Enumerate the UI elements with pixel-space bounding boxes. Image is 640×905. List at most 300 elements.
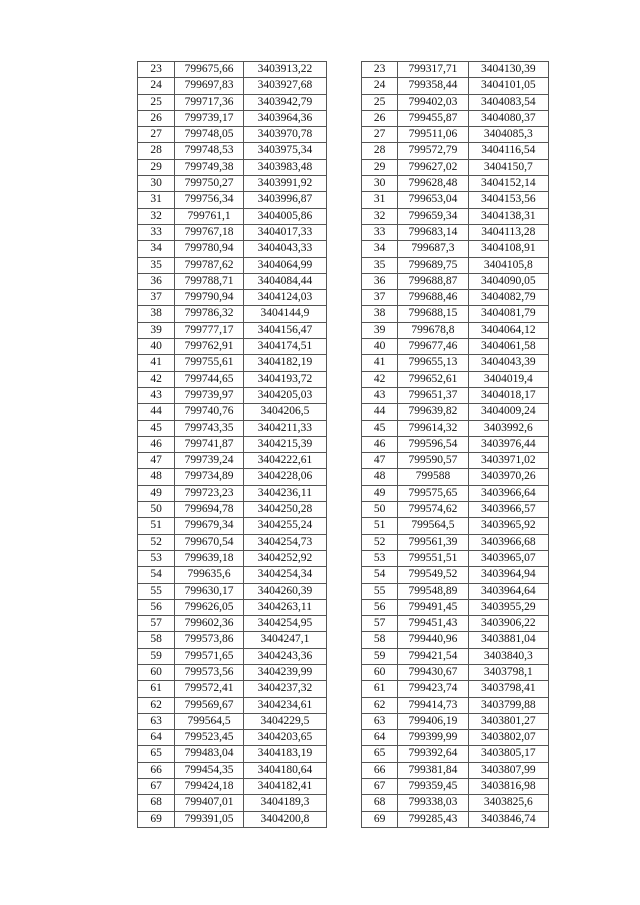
- y-coordinate-cell: 3404180,64: [243, 762, 326, 778]
- x-coordinate-cell: 799402,03: [398, 94, 468, 110]
- x-coordinate-cell: 799575,65: [398, 485, 468, 501]
- table-row: [138, 453, 327, 469]
- y-coordinate-cell: 3404182,19: [243, 355, 326, 371]
- x-coordinate-cell: 799626,05: [175, 599, 243, 615]
- y-coordinate-cell: 3404083,54: [468, 94, 548, 110]
- y-coordinate-cell: 3403996,87: [243, 192, 326, 208]
- x-coordinate-cell: 799285,43: [398, 811, 468, 827]
- x-coordinate-cell: 799788,71: [175, 273, 243, 289]
- point-number-cell: 25: [362, 94, 398, 110]
- table-row: [362, 355, 549, 371]
- table-row: [138, 322, 327, 338]
- table-row: [138, 436, 327, 452]
- table-row: [138, 371, 327, 387]
- table-row: [138, 127, 327, 143]
- coordinates-table-left: [137, 61, 327, 828]
- y-coordinate-cell: 3403927,68: [243, 78, 326, 94]
- x-coordinate-cell: 799569,67: [175, 697, 243, 713]
- table-row: [138, 485, 327, 501]
- table-row: [362, 143, 549, 159]
- point-number-cell: 46: [138, 436, 175, 452]
- table-row: [362, 730, 549, 746]
- y-coordinate-cell: 3403966,64: [468, 485, 548, 501]
- table-row: [138, 94, 327, 110]
- point-number-cell: 43: [138, 387, 175, 403]
- y-coordinate-cell: 3404009,24: [468, 404, 548, 420]
- y-coordinate-cell: 3403807,99: [468, 762, 548, 778]
- x-coordinate-cell: 799548,89: [398, 583, 468, 599]
- y-coordinate-cell: 3404228,06: [243, 469, 326, 485]
- point-number-cell: 24: [362, 78, 398, 94]
- y-coordinate-cell: 3404064,12: [468, 322, 548, 338]
- y-coordinate-cell: 3404254,73: [243, 534, 326, 550]
- y-coordinate-cell: 3403816,98: [468, 779, 548, 795]
- table-row: [362, 176, 549, 192]
- y-coordinate-cell: 3403991,92: [243, 176, 326, 192]
- y-coordinate-cell: 3403965,07: [468, 550, 548, 566]
- point-number-cell: 23: [138, 62, 175, 78]
- x-coordinate-cell: 799338,03: [398, 795, 468, 811]
- table-row: [362, 306, 549, 322]
- y-coordinate-cell: 3403971,02: [468, 453, 548, 469]
- y-coordinate-cell: 3404234,61: [243, 697, 326, 713]
- point-number-cell: 60: [362, 664, 398, 680]
- x-coordinate-cell: 799679,34: [175, 518, 243, 534]
- y-coordinate-cell: 3404152,14: [468, 176, 548, 192]
- y-coordinate-cell: 3404205,03: [243, 387, 326, 403]
- x-coordinate-cell: 799564,5: [398, 518, 468, 534]
- x-coordinate-cell: 799697,83: [175, 78, 243, 94]
- y-coordinate-cell: 3404153,56: [468, 192, 548, 208]
- point-number-cell: 29: [138, 159, 175, 175]
- x-coordinate-cell: 799483,04: [175, 746, 243, 762]
- point-number-cell: 60: [138, 664, 175, 680]
- point-number-cell: 50: [362, 502, 398, 518]
- x-coordinate-cell: 799523,45: [175, 730, 243, 746]
- table-row: [138, 713, 327, 729]
- x-coordinate-cell: 799688,46: [398, 290, 468, 306]
- point-number-cell: 52: [362, 534, 398, 550]
- y-coordinate-cell: 3404200,8: [243, 811, 326, 827]
- table-row: [362, 534, 549, 550]
- point-number-cell: 30: [138, 176, 175, 192]
- y-coordinate-cell: 3403964,94: [468, 567, 548, 583]
- y-coordinate-cell: 3404080,37: [468, 110, 548, 126]
- point-number-cell: 36: [138, 273, 175, 289]
- table-row: [362, 436, 549, 452]
- point-number-cell: 65: [362, 746, 398, 762]
- point-number-cell: 67: [362, 779, 398, 795]
- x-coordinate-cell: 799688,15: [398, 306, 468, 322]
- x-coordinate-cell: 799596,54: [398, 436, 468, 452]
- table-row: [138, 224, 327, 240]
- table-row: [362, 208, 549, 224]
- x-coordinate-cell: 799756,34: [175, 192, 243, 208]
- point-number-cell: 57: [362, 616, 398, 632]
- point-number-cell: 25: [138, 94, 175, 110]
- table-row: [362, 746, 549, 762]
- point-number-cell: 23: [362, 62, 398, 78]
- y-coordinate-cell: 3404061,58: [468, 339, 548, 355]
- table-row: [138, 518, 327, 534]
- x-coordinate-cell: 799750,27: [175, 176, 243, 192]
- table-row: [138, 176, 327, 192]
- table-row: [138, 550, 327, 566]
- table-row: [138, 387, 327, 403]
- x-coordinate-cell: 799573,86: [175, 632, 243, 648]
- table-row: [362, 616, 549, 632]
- y-coordinate-cell: 3404144,9: [243, 306, 326, 322]
- x-coordinate-cell: 799359,45: [398, 779, 468, 795]
- x-coordinate-cell: 799572,79: [398, 143, 468, 159]
- point-number-cell: 24: [138, 78, 175, 94]
- x-coordinate-cell: 799741,87: [175, 436, 243, 452]
- x-coordinate-cell: 799399,99: [398, 730, 468, 746]
- x-coordinate-cell: 799659,34: [398, 208, 468, 224]
- point-number-cell: 35: [138, 257, 175, 273]
- x-coordinate-cell: 799491,45: [398, 599, 468, 615]
- point-number-cell: 63: [362, 713, 398, 729]
- table-row: [138, 632, 327, 648]
- table-row: [138, 290, 327, 306]
- point-number-cell: 30: [362, 176, 398, 192]
- x-coordinate-cell: 799639,82: [398, 404, 468, 420]
- table-row: [362, 62, 549, 78]
- x-coordinate-cell: 799740,76: [175, 404, 243, 420]
- x-coordinate-cell: 799590,57: [398, 453, 468, 469]
- point-number-cell: 42: [362, 371, 398, 387]
- point-number-cell: 27: [362, 127, 398, 143]
- y-coordinate-cell: 3404082,79: [468, 290, 548, 306]
- y-coordinate-cell: 3403942,79: [243, 94, 326, 110]
- point-number-cell: 51: [362, 518, 398, 534]
- x-coordinate-cell: 799683,14: [398, 224, 468, 240]
- point-number-cell: 61: [362, 681, 398, 697]
- y-coordinate-cell: 3404243,36: [243, 648, 326, 664]
- table-row: [138, 730, 327, 746]
- table-row: [138, 62, 327, 78]
- point-number-cell: 31: [362, 192, 398, 208]
- x-coordinate-cell: 799678,8: [398, 322, 468, 338]
- x-coordinate-cell: 799688,87: [398, 273, 468, 289]
- y-coordinate-cell: 3404206,5: [243, 404, 326, 420]
- x-coordinate-cell: 799739,17: [175, 110, 243, 126]
- table-row: [362, 567, 549, 583]
- point-number-cell: 33: [138, 224, 175, 240]
- y-coordinate-cell: 3404150,7: [468, 159, 548, 175]
- table-row: [362, 273, 549, 289]
- table-row: [362, 697, 549, 713]
- table-row: [138, 534, 327, 550]
- table-row: [138, 420, 327, 436]
- y-coordinate-cell: 3404085,3: [468, 127, 548, 143]
- table-row: [138, 795, 327, 811]
- y-coordinate-cell: 3404064,99: [243, 257, 326, 273]
- point-number-cell: 69: [138, 811, 175, 827]
- x-coordinate-cell: 799761,1: [175, 208, 243, 224]
- point-number-cell: 53: [138, 550, 175, 566]
- table-row: [362, 469, 549, 485]
- point-number-cell: 43: [362, 387, 398, 403]
- table-row: [362, 811, 549, 827]
- table-row: [362, 518, 549, 534]
- y-coordinate-cell: 3404236,11: [243, 485, 326, 501]
- point-number-cell: 39: [138, 322, 175, 338]
- x-coordinate-cell: 799564,5: [175, 713, 243, 729]
- y-coordinate-cell: 3403966,68: [468, 534, 548, 550]
- point-number-cell: 44: [138, 404, 175, 420]
- point-number-cell: 42: [138, 371, 175, 387]
- x-coordinate-cell: 799734,89: [175, 469, 243, 485]
- point-number-cell: 48: [138, 469, 175, 485]
- point-number-cell: 39: [362, 322, 398, 338]
- point-number-cell: 38: [138, 306, 175, 322]
- y-coordinate-cell: 3404239,99: [243, 664, 326, 680]
- y-coordinate-cell: 3404018,17: [468, 387, 548, 403]
- table-row: [362, 795, 549, 811]
- point-number-cell: 51: [138, 518, 175, 534]
- table-row: [138, 648, 327, 664]
- y-coordinate-cell: 3403976,44: [468, 436, 548, 452]
- y-coordinate-cell: 3404255,24: [243, 518, 326, 534]
- x-coordinate-cell: 799739,97: [175, 387, 243, 403]
- y-coordinate-cell: 3404182,41: [243, 779, 326, 795]
- x-coordinate-cell: 799573,56: [175, 664, 243, 680]
- point-number-cell: 49: [362, 485, 398, 501]
- y-coordinate-cell: 3404156,47: [243, 322, 326, 338]
- table-row: [362, 713, 549, 729]
- point-number-cell: 58: [362, 632, 398, 648]
- y-coordinate-cell: 3404222,61: [243, 453, 326, 469]
- point-number-cell: 28: [362, 143, 398, 159]
- x-coordinate-cell: 799424,18: [175, 779, 243, 795]
- y-coordinate-cell: 3403798,41: [468, 681, 548, 697]
- table-row: [138, 469, 327, 485]
- table-row: [362, 502, 549, 518]
- y-coordinate-cell: 3404263,11: [243, 599, 326, 615]
- point-number-cell: 45: [138, 420, 175, 436]
- table-row: [138, 762, 327, 778]
- x-coordinate-cell: 799743,35: [175, 420, 243, 436]
- point-number-cell: 59: [138, 648, 175, 664]
- x-coordinate-cell: 799655,13: [398, 355, 468, 371]
- table-row: [362, 681, 549, 697]
- y-coordinate-cell: 3404005,86: [243, 208, 326, 224]
- table-row: [362, 371, 549, 387]
- x-coordinate-cell: 799694,78: [175, 502, 243, 518]
- point-number-cell: 27: [138, 127, 175, 143]
- y-coordinate-cell: 3404260,39: [243, 583, 326, 599]
- coordinates-table-right: [361, 61, 549, 828]
- point-number-cell: 50: [138, 502, 175, 518]
- table-row: [138, 78, 327, 94]
- table-row: [362, 664, 549, 680]
- y-coordinate-cell: 3404193,72: [243, 371, 326, 387]
- point-number-cell: 66: [138, 762, 175, 778]
- y-coordinate-cell: 3404081,79: [468, 306, 548, 322]
- table-row: [362, 387, 549, 403]
- x-coordinate-cell: 799739,24: [175, 453, 243, 469]
- y-coordinate-cell: 3403966,57: [468, 502, 548, 518]
- table-row: [138, 192, 327, 208]
- y-coordinate-cell: 3404203,65: [243, 730, 326, 746]
- point-number-cell: 41: [362, 355, 398, 371]
- table-row: [362, 192, 549, 208]
- y-coordinate-cell: 3404108,91: [468, 241, 548, 257]
- table-row: [138, 241, 327, 257]
- y-coordinate-cell: 3404124,03: [243, 290, 326, 306]
- table-row: [138, 664, 327, 680]
- point-number-cell: 35: [362, 257, 398, 273]
- x-coordinate-cell: 799787,62: [175, 257, 243, 273]
- x-coordinate-cell: 799561,39: [398, 534, 468, 550]
- table-row: [138, 811, 327, 827]
- point-number-cell: 32: [362, 208, 398, 224]
- point-number-cell: 67: [138, 779, 175, 795]
- y-coordinate-cell: 3403799,88: [468, 697, 548, 713]
- point-number-cell: 38: [362, 306, 398, 322]
- x-coordinate-cell: 799670,54: [175, 534, 243, 550]
- x-coordinate-cell: 799717,36: [175, 94, 243, 110]
- table-row: [138, 502, 327, 518]
- x-coordinate-cell: 799440,96: [398, 632, 468, 648]
- table-row: [362, 322, 549, 338]
- table-row: [362, 78, 549, 94]
- point-number-cell: 54: [138, 567, 175, 583]
- point-number-cell: 55: [362, 583, 398, 599]
- y-coordinate-cell: 3403983,48: [243, 159, 326, 175]
- table-row: [362, 648, 549, 664]
- x-coordinate-cell: 799317,71: [398, 62, 468, 78]
- table-row: [362, 241, 549, 257]
- table-row: [138, 616, 327, 632]
- table-row: [362, 762, 549, 778]
- table-row: [362, 94, 549, 110]
- y-coordinate-cell: 3404130,39: [468, 62, 548, 78]
- point-number-cell: 55: [138, 583, 175, 599]
- y-coordinate-cell: 3404174,51: [243, 339, 326, 355]
- y-coordinate-cell: 3404211,33: [243, 420, 326, 436]
- table-row: [138, 567, 327, 583]
- point-number-cell: 32: [138, 208, 175, 224]
- table-row: [138, 599, 327, 615]
- point-number-cell: 26: [362, 110, 398, 126]
- y-coordinate-cell: 3403964,36: [243, 110, 326, 126]
- y-coordinate-cell: 3403881,04: [468, 632, 548, 648]
- point-number-cell: 34: [362, 241, 398, 257]
- x-coordinate-cell: 799749,38: [175, 159, 243, 175]
- x-coordinate-cell: 799755,61: [175, 355, 243, 371]
- point-number-cell: 48: [362, 469, 398, 485]
- table-row: [138, 143, 327, 159]
- point-number-cell: 29: [362, 159, 398, 175]
- y-coordinate-cell: 3403970,78: [243, 127, 326, 143]
- y-coordinate-cell: 3403913,22: [243, 62, 326, 78]
- y-coordinate-cell: 3404105,8: [468, 257, 548, 273]
- x-coordinate-cell: 799414,73: [398, 697, 468, 713]
- x-coordinate-cell: 799574,62: [398, 502, 468, 518]
- table-row: [362, 632, 549, 648]
- x-coordinate-cell: 799407,01: [175, 795, 243, 811]
- point-number-cell: 34: [138, 241, 175, 257]
- y-coordinate-cell: 3404247,1: [243, 632, 326, 648]
- point-number-cell: 47: [138, 453, 175, 469]
- x-coordinate-cell: 799392,64: [398, 746, 468, 762]
- x-coordinate-cell: 799744,65: [175, 371, 243, 387]
- point-number-cell: 66: [362, 762, 398, 778]
- x-coordinate-cell: 799628,48: [398, 176, 468, 192]
- y-coordinate-cell: 3404113,28: [468, 224, 548, 240]
- x-coordinate-cell: 799639,18: [175, 550, 243, 566]
- x-coordinate-cell: 799423,74: [398, 681, 468, 697]
- table-row: [362, 485, 549, 501]
- point-number-cell: 26: [138, 110, 175, 126]
- point-number-cell: 45: [362, 420, 398, 436]
- table-row: [138, 273, 327, 289]
- y-coordinate-cell: 3404019,4: [468, 371, 548, 387]
- x-coordinate-cell: 799786,32: [175, 306, 243, 322]
- table-row: [362, 550, 549, 566]
- y-coordinate-cell: 3404116,54: [468, 143, 548, 159]
- y-coordinate-cell: 3403964,64: [468, 583, 548, 599]
- table-row: [362, 779, 549, 795]
- y-coordinate-cell: 3404250,28: [243, 502, 326, 518]
- y-coordinate-cell: 3404090,05: [468, 273, 548, 289]
- y-coordinate-cell: 3404237,32: [243, 681, 326, 697]
- y-coordinate-cell: 3403975,34: [243, 143, 326, 159]
- y-coordinate-cell: 3404017,33: [243, 224, 326, 240]
- y-coordinate-cell: 3404138,31: [468, 208, 548, 224]
- point-number-cell: 41: [138, 355, 175, 371]
- x-coordinate-cell: 799748,53: [175, 143, 243, 159]
- x-coordinate-cell: 799762,91: [175, 339, 243, 355]
- y-coordinate-cell: 3404101,05: [468, 78, 548, 94]
- point-number-cell: 65: [138, 746, 175, 762]
- point-number-cell: 64: [362, 730, 398, 746]
- point-number-cell: 47: [362, 453, 398, 469]
- x-coordinate-cell: 799551,51: [398, 550, 468, 566]
- x-coordinate-cell: 799635,6: [175, 567, 243, 583]
- table-row: [138, 779, 327, 795]
- x-coordinate-cell: 799630,17: [175, 583, 243, 599]
- table-row: [138, 583, 327, 599]
- point-number-cell: 28: [138, 143, 175, 159]
- y-coordinate-cell: 3404183,19: [243, 746, 326, 762]
- x-coordinate-cell: 799780,94: [175, 241, 243, 257]
- table-row: [362, 599, 549, 615]
- y-coordinate-cell: 3404043,39: [468, 355, 548, 371]
- table-row: [362, 224, 549, 240]
- y-coordinate-cell: 3403965,92: [468, 518, 548, 534]
- point-number-cell: 52: [138, 534, 175, 550]
- point-number-cell: 63: [138, 713, 175, 729]
- x-coordinate-cell: 799381,84: [398, 762, 468, 778]
- y-coordinate-cell: 3403992,6: [468, 420, 548, 436]
- x-coordinate-cell: 799748,05: [175, 127, 243, 143]
- x-coordinate-cell: 799767,18: [175, 224, 243, 240]
- table-row: [138, 159, 327, 175]
- table-row: [362, 453, 549, 469]
- y-coordinate-cell: 3403846,74: [468, 811, 548, 827]
- x-coordinate-cell: 799627,02: [398, 159, 468, 175]
- y-coordinate-cell: 3403955,29: [468, 599, 548, 615]
- x-coordinate-cell: 799421,54: [398, 648, 468, 664]
- table-row: [138, 681, 327, 697]
- point-number-cell: 49: [138, 485, 175, 501]
- table-row: [362, 404, 549, 420]
- point-number-cell: 68: [138, 795, 175, 811]
- x-coordinate-cell: 799677,46: [398, 339, 468, 355]
